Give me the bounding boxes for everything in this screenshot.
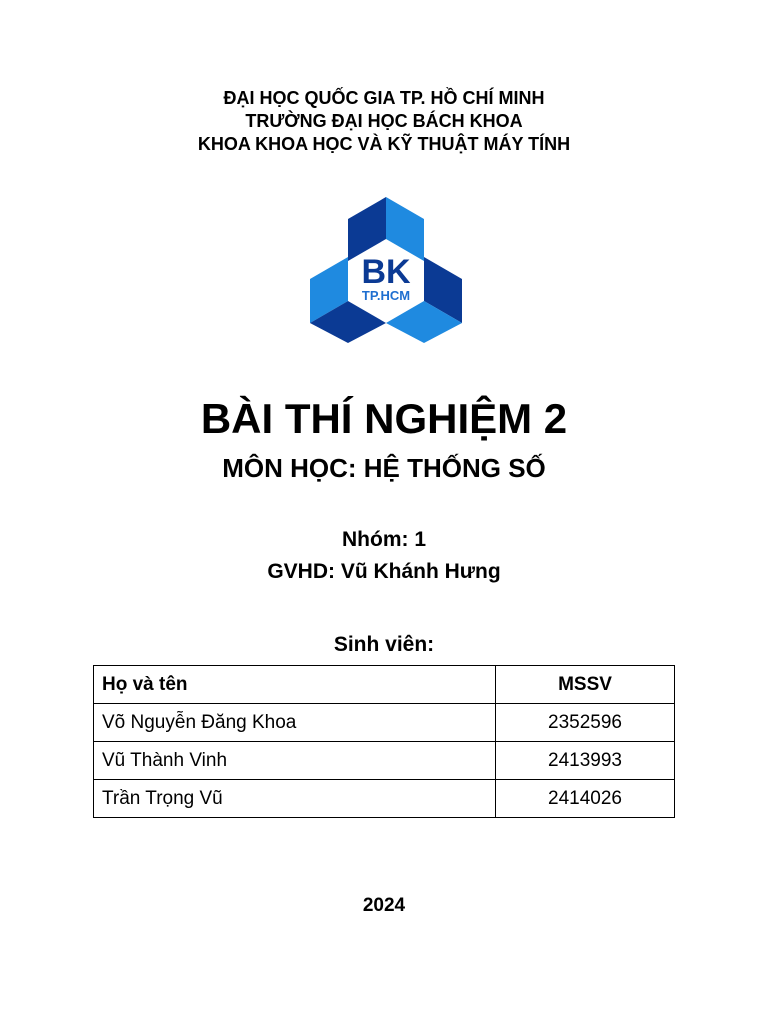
table-row — [94, 742, 675, 780]
year: 2024 — [362, 895, 406, 916]
student-name: Vũ Thành Vinh — [94, 742, 496, 780]
header-student-id: MSSV — [496, 666, 675, 704]
header-line-faculty: KHOA KHOA HỌC VÀ KỸ THUẬT MÁY TÍNH — [197, 134, 571, 154]
student-id: 2414026 — [496, 780, 675, 818]
logo-facet-top-left — [348, 197, 386, 261]
student-id: 2352596 — [496, 704, 675, 742]
logo-text-main: BK — [361, 253, 411, 291]
table-row — [94, 780, 675, 818]
logo-text-sub: TP.HCM — [361, 288, 411, 303]
table-header-row — [94, 666, 675, 704]
header-name: Họ và tên — [94, 666, 496, 704]
group-number: Nhóm: 1 — [342, 528, 426, 551]
university-header — [0, 87, 768, 156]
students-table — [93, 665, 675, 818]
students-heading: Sinh viên: — [333, 633, 435, 656]
student-name: Trần Trọng Vũ — [94, 780, 496, 818]
student-name: Võ Nguyễn Đăng Khoa — [94, 704, 496, 742]
advisor-name: GVHD: Vũ Khánh Hưng — [267, 560, 501, 583]
student-id: 2413993 — [496, 742, 675, 780]
bk-university-logo — [310, 197, 462, 343]
course-subtitle: MÔN HỌC: HỆ THỐNG SỐ — [222, 453, 546, 483]
header-line-school: TRƯỜNG ĐẠI HỌC BÁCH KHOA — [245, 111, 523, 131]
table-row — [94, 704, 675, 742]
lab-title: BÀI THÍ NGHIỆM 2 — [200, 395, 568, 442]
logo-facet-top-right — [386, 197, 424, 261]
header-line-university: ĐẠI HỌC QUỐC GIA TP. HỒ CHÍ MINH — [223, 88, 545, 108]
